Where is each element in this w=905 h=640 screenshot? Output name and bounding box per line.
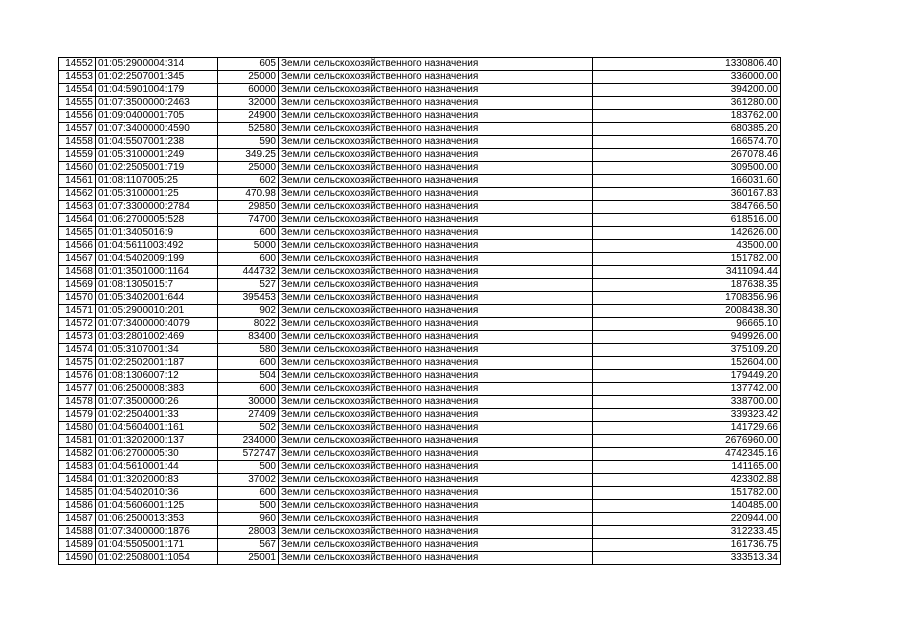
- cadastral-value-cell: 333513.34: [593, 552, 781, 565]
- table-row: [59, 409, 781, 422]
- row-number-cell: 14579: [59, 409, 96, 422]
- row-number-cell: 14555: [59, 97, 96, 110]
- table-row: [59, 435, 781, 448]
- area-cell: 600: [218, 357, 279, 370]
- land-category-cell: Земли сельскохозяйственного назначения: [279, 409, 593, 422]
- land-category-cell: Земли сельскохозяйственного назначения: [279, 383, 593, 396]
- row-number-cell: 14566: [59, 240, 96, 253]
- cadastral-value-cell: 2676960.00: [593, 435, 781, 448]
- cadastral-number-cell: 01:07:3500000:26: [96, 396, 218, 409]
- table-row: [59, 149, 781, 162]
- cadastral-value-cell: 339323.42: [593, 409, 781, 422]
- land-category-cell: Земли сельскохозяйственного назначения: [279, 474, 593, 487]
- table-row: [59, 201, 781, 214]
- land-category-cell: Земли сельскохозяйственного назначения: [279, 188, 593, 201]
- cadastral-value-cell: 384766.50: [593, 201, 781, 214]
- land-category-cell: Земли сельскохозяйственного назначения: [279, 279, 593, 292]
- table-row: [59, 305, 781, 318]
- area-cell: 470.98: [218, 188, 279, 201]
- cadastral-number-cell: 01:04:5604001:161: [96, 422, 218, 435]
- land-category-cell: Земли сельскохозяйственного назначения: [279, 227, 593, 240]
- row-number-cell: 14581: [59, 435, 96, 448]
- area-cell: 902: [218, 305, 279, 318]
- area-cell: 602: [218, 175, 279, 188]
- area-cell: 234000: [218, 435, 279, 448]
- cadastral-number-cell: 01:04:5402009:199: [96, 253, 218, 266]
- cadastral-number-cell: 01:07:3500000:2463: [96, 97, 218, 110]
- land-category-cell: Земли сельскохозяйственного назначения: [279, 396, 593, 409]
- land-category-cell: Земли сельскохозяйственного назначения: [279, 487, 593, 500]
- area-cell: 29850: [218, 201, 279, 214]
- table-row: [59, 526, 781, 539]
- cadastral-number-cell: 01:07:3400000:1876: [96, 526, 218, 539]
- row-number-cell: 14568: [59, 266, 96, 279]
- cadastral-value-cell: 140485.00: [593, 500, 781, 513]
- cadastral-number-cell: 01:05:2900004:314: [96, 58, 218, 71]
- cadastral-number-cell: 01:07:3400000:4079: [96, 318, 218, 331]
- area-cell: 600: [218, 227, 279, 240]
- area-cell: 24900: [218, 110, 279, 123]
- table-body: [59, 58, 781, 565]
- cadastral-value-cell: 1708356.96: [593, 292, 781, 305]
- cadastral-number-cell: 01:05:3100001:25: [96, 188, 218, 201]
- area-cell: 527: [218, 279, 279, 292]
- area-cell: 52580: [218, 123, 279, 136]
- row-number-cell: 14565: [59, 227, 96, 240]
- row-number-cell: 14589: [59, 539, 96, 552]
- row-number-cell: 14590: [59, 552, 96, 565]
- row-number-cell: 14585: [59, 487, 96, 500]
- cadastral-number-cell: 01:04:5611003:492: [96, 240, 218, 253]
- row-number-cell: 14556: [59, 110, 96, 123]
- row-number-cell: 14561: [59, 175, 96, 188]
- cadastral-value-cell: 43500.00: [593, 240, 781, 253]
- land-category-cell: Земли сельскохозяйственного назначения: [279, 97, 593, 110]
- row-number-cell: 14554: [59, 84, 96, 97]
- cadastral-number-cell: 01:02:2502001:187: [96, 357, 218, 370]
- cadastral-value-cell: 2008438.30: [593, 305, 781, 318]
- cadastral-number-cell: 01:04:5901004:179: [96, 84, 218, 97]
- cadastral-value-cell: 360167.83: [593, 188, 781, 201]
- land-category-cell: Земли сельскохозяйственного назначения: [279, 435, 593, 448]
- cadastral-number-cell: 01:08:1305015:7: [96, 279, 218, 292]
- cadastral-number-cell: 01:04:5606001:125: [96, 500, 218, 513]
- row-number-cell: 14586: [59, 500, 96, 513]
- land-category-cell: Земли сельскохозяйственного назначения: [279, 175, 593, 188]
- cadastral-number-cell: 01:04:5402010:36: [96, 487, 218, 500]
- cadastral-value-cell: 618516.00: [593, 214, 781, 227]
- cadastral-number-cell: 01:02:2505001:719: [96, 162, 218, 175]
- land-category-cell: Земли сельскохозяйственного назначения: [279, 253, 593, 266]
- cadastral-value-cell: 680385.20: [593, 123, 781, 136]
- cadastral-value-cell: 312233.45: [593, 526, 781, 539]
- cadastral-number-cell: 01:07:3300000:2784: [96, 201, 218, 214]
- cadastral-value-cell: 375109.20: [593, 344, 781, 357]
- land-category-cell: Земли сельскохозяйственного назначения: [279, 162, 593, 175]
- land-category-cell: Земли сельскохозяйственного назначения: [279, 422, 593, 435]
- cadastral-value-cell: 3411094.44: [593, 266, 781, 279]
- table-row: [59, 513, 781, 526]
- cadastral-value-cell: 152604.00: [593, 357, 781, 370]
- spreadsheet-page: [58, 57, 781, 565]
- table-row: [59, 214, 781, 227]
- table-row: [59, 344, 781, 357]
- cadastral-number-cell: 01:06:2700005:528: [96, 214, 218, 227]
- table-row: [59, 461, 781, 474]
- cadastral-number-cell: 01:01:3501000:1164: [96, 266, 218, 279]
- cadastral-number-cell: 01:03:2801002:469: [96, 331, 218, 344]
- land-category-cell: Земли сельскохозяйственного назначения: [279, 331, 593, 344]
- cadastral-value-cell: 949926.00: [593, 331, 781, 344]
- land-category-cell: Земли сельскохозяйственного назначения: [279, 344, 593, 357]
- area-cell: 5000: [218, 240, 279, 253]
- row-number-cell: 14576: [59, 370, 96, 383]
- area-cell: 74700: [218, 214, 279, 227]
- row-number-cell: 14559: [59, 149, 96, 162]
- row-number-cell: 14580: [59, 422, 96, 435]
- land-category-cell: Земли сельскохозяйственного назначения: [279, 526, 593, 539]
- table-row: [59, 188, 781, 201]
- cadastral-number-cell: 01:09:0400001:705: [96, 110, 218, 123]
- table-row: [59, 500, 781, 513]
- land-category-cell: Земли сельскохозяйственного назначения: [279, 357, 593, 370]
- area-cell: 395453: [218, 292, 279, 305]
- cadastral-number-cell: 01:02:2508001:1054: [96, 552, 218, 565]
- land-category-cell: Земли сельскохозяйственного назначения: [279, 266, 593, 279]
- cadastral-value-cell: 161736.75: [593, 539, 781, 552]
- row-number-cell: 14583: [59, 461, 96, 474]
- land-category-cell: Земли сельскохозяйственного назначения: [279, 240, 593, 253]
- land-category-cell: Земли сельскохозяйственного назначения: [279, 71, 593, 84]
- row-number-cell: 14564: [59, 214, 96, 227]
- cadastral-value-cell: 361280.00: [593, 97, 781, 110]
- cadastral-value-cell: 183762.00: [593, 110, 781, 123]
- area-cell: 500: [218, 461, 279, 474]
- area-cell: 60000: [218, 84, 279, 97]
- area-cell: 500: [218, 500, 279, 513]
- cadastral-number-cell: 01:06:2500008:383: [96, 383, 218, 396]
- cadastral-value-cell: 267078.46: [593, 149, 781, 162]
- land-category-cell: Земли сельскохозяйственного назначения: [279, 370, 593, 383]
- row-number-cell: 14569: [59, 279, 96, 292]
- area-cell: 349.25: [218, 149, 279, 162]
- row-number-cell: 14573: [59, 331, 96, 344]
- row-number-cell: 14563: [59, 201, 96, 214]
- land-category-cell: Земли сельскохозяйственного назначения: [279, 539, 593, 552]
- land-category-cell: Земли сельскохозяйственного назначения: [279, 500, 593, 513]
- cadastral-number-cell: 01:02:2507001:345: [96, 71, 218, 84]
- row-number-cell: 14577: [59, 383, 96, 396]
- land-category-cell: Земли сельскохозяйственного назначения: [279, 201, 593, 214]
- row-number-cell: 14558: [59, 136, 96, 149]
- land-category-cell: Земли сельскохозяйственного назначения: [279, 318, 593, 331]
- row-number-cell: 14560: [59, 162, 96, 175]
- row-number-cell: 14578: [59, 396, 96, 409]
- table-row: [59, 84, 781, 97]
- cadastral-number-cell: 01:08:1306007:12: [96, 370, 218, 383]
- table-row: [59, 175, 781, 188]
- row-number-cell: 14575: [59, 357, 96, 370]
- cadastral-number-cell: 01:01:3405016:9: [96, 227, 218, 240]
- table-row: [59, 253, 781, 266]
- area-cell: 600: [218, 253, 279, 266]
- cadastral-value-cell: 309500.00: [593, 162, 781, 175]
- land-category-cell: Земли сельскохозяйственного назначения: [279, 292, 593, 305]
- cadastral-number-cell: 01:04:5507001:238: [96, 136, 218, 149]
- table-row: [59, 227, 781, 240]
- table-row: [59, 487, 781, 500]
- cadastral-value-cell: 151782.00: [593, 487, 781, 500]
- cadastral-value-cell: 394200.00: [593, 84, 781, 97]
- area-cell: 590: [218, 136, 279, 149]
- land-category-cell: Земли сельскохозяйственного назначения: [279, 552, 593, 565]
- area-cell: 960: [218, 513, 279, 526]
- row-number-cell: 14572: [59, 318, 96, 331]
- table-row: [59, 279, 781, 292]
- land-category-cell: Земли сельскохозяйственного назначения: [279, 84, 593, 97]
- table-row: [59, 448, 781, 461]
- table-row: [59, 71, 781, 84]
- table-row: [59, 357, 781, 370]
- row-number-cell: 14557: [59, 123, 96, 136]
- row-number-cell: 14562: [59, 188, 96, 201]
- area-cell: 567: [218, 539, 279, 552]
- cadastral-value-cell: 96665.10: [593, 318, 781, 331]
- land-category-cell: Земли сельскохозяйственного назначения: [279, 214, 593, 227]
- table-row: [59, 240, 781, 253]
- area-cell: 8022: [218, 318, 279, 331]
- cadastral-value-cell: 187638.35: [593, 279, 781, 292]
- cadastral-number-cell: 01:04:5505001:171: [96, 539, 218, 552]
- cadastral-number-cell: 01:07:3400000:4590: [96, 123, 218, 136]
- area-cell: 444732: [218, 266, 279, 279]
- row-number-cell: 14567: [59, 253, 96, 266]
- cadastral-number-cell: 01:02:2504001:33: [96, 409, 218, 422]
- cadastral-number-cell: 01:01:3202000:83: [96, 474, 218, 487]
- area-cell: 32000: [218, 97, 279, 110]
- table-row: [59, 383, 781, 396]
- area-cell: 600: [218, 487, 279, 500]
- land-category-cell: Земли сельскохозяйственного назначения: [279, 305, 593, 318]
- table-row: [59, 552, 781, 565]
- area-cell: 605: [218, 58, 279, 71]
- area-cell: 504: [218, 370, 279, 383]
- cadastral-value-cell: 151782.00: [593, 253, 781, 266]
- area-cell: 600: [218, 383, 279, 396]
- table-row: [59, 58, 781, 71]
- cadastral-number-cell: 01:01:3202000:137: [96, 435, 218, 448]
- table-row: [59, 331, 781, 344]
- table-row: [59, 110, 781, 123]
- land-category-cell: Земли сельскохозяйственного назначения: [279, 149, 593, 162]
- row-number-cell: 14584: [59, 474, 96, 487]
- cadastral-number-cell: 01:06:2700005:30: [96, 448, 218, 461]
- area-cell: 25000: [218, 71, 279, 84]
- cadastral-value-cell: 220944.00: [593, 513, 781, 526]
- land-category-cell: Земли сельскохозяйственного назначения: [279, 461, 593, 474]
- area-cell: 28003: [218, 526, 279, 539]
- table-row: [59, 123, 781, 136]
- cadastral-number-cell: 01:05:3100001:249: [96, 149, 218, 162]
- table-row: [59, 474, 781, 487]
- land-category-cell: Земли сельскохозяйственного назначения: [279, 58, 593, 71]
- row-number-cell: 14588: [59, 526, 96, 539]
- land-category-cell: Земли сельскохозяйственного назначения: [279, 513, 593, 526]
- cadastral-value-cell: 137742.00: [593, 383, 781, 396]
- land-registry-table: [58, 57, 781, 565]
- table-row: [59, 97, 781, 110]
- table-row: [59, 266, 781, 279]
- cadastral-value-cell: 166031.60: [593, 175, 781, 188]
- cadastral-number-cell: 01:05:2900010:201: [96, 305, 218, 318]
- cadastral-value-cell: 166574.70: [593, 136, 781, 149]
- row-number-cell: 14574: [59, 344, 96, 357]
- cadastral-value-cell: 141729.66: [593, 422, 781, 435]
- table-row: [59, 370, 781, 383]
- area-cell: 25001: [218, 552, 279, 565]
- cadastral-number-cell: 01:06:2500013:353: [96, 513, 218, 526]
- area-cell: 37002: [218, 474, 279, 487]
- cadastral-number-cell: 01:05:3107001:34: [96, 344, 218, 357]
- cadastral-value-cell: 142626.00: [593, 227, 781, 240]
- cadastral-value-cell: 338700.00: [593, 396, 781, 409]
- area-cell: 27409: [218, 409, 279, 422]
- area-cell: 25000: [218, 162, 279, 175]
- row-number-cell: 14582: [59, 448, 96, 461]
- cadastral-number-cell: 01:08:1107005:25: [96, 175, 218, 188]
- cadastral-value-cell: 1330806.40: [593, 58, 781, 71]
- land-category-cell: Земли сельскохозяйственного назначения: [279, 448, 593, 461]
- row-number-cell: 14553: [59, 71, 96, 84]
- table-row: [59, 136, 781, 149]
- table-row: [59, 422, 781, 435]
- land-category-cell: Земли сельскохозяйственного назначения: [279, 123, 593, 136]
- cadastral-value-cell: 179449.20: [593, 370, 781, 383]
- row-number-cell: 14552: [59, 58, 96, 71]
- table-row: [59, 318, 781, 331]
- row-number-cell: 14570: [59, 292, 96, 305]
- cadastral-value-cell: 141165.00: [593, 461, 781, 474]
- cadastral-number-cell: 01:04:5610001:44: [96, 461, 218, 474]
- cadastral-value-cell: 336000.00: [593, 71, 781, 84]
- table-row: [59, 396, 781, 409]
- area-cell: 30000: [218, 396, 279, 409]
- table-row: [59, 162, 781, 175]
- table-row: [59, 292, 781, 305]
- cadastral-value-cell: 4742345.16: [593, 448, 781, 461]
- area-cell: 580: [218, 344, 279, 357]
- area-cell: 502: [218, 422, 279, 435]
- row-number-cell: 14587: [59, 513, 96, 526]
- row-number-cell: 14571: [59, 305, 96, 318]
- area-cell: 572747: [218, 448, 279, 461]
- table-row: [59, 539, 781, 552]
- cadastral-value-cell: 423302.88: [593, 474, 781, 487]
- cadastral-number-cell: 01:05:3402001:644: [96, 292, 218, 305]
- land-category-cell: Земли сельскохозяйственного назначения: [279, 136, 593, 149]
- area-cell: 83400: [218, 331, 279, 344]
- land-category-cell: Земли сельскохозяйственного назначения: [279, 110, 593, 123]
